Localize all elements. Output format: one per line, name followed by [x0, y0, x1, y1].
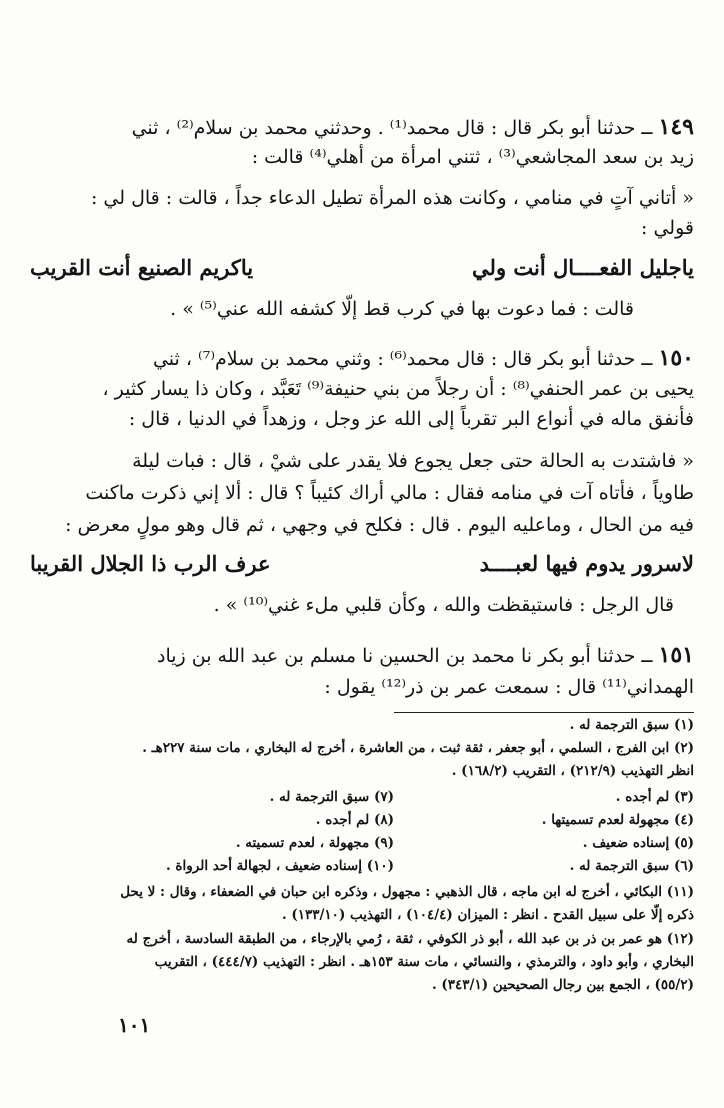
hadith-149-line-2: زيد بن سعد المجاشعي⁽³⁾ ، ثتني امرأة من أهلي⁽⁴⁾ قالت : — [251, 146, 694, 168]
hadith-150-line-6: فيه من الحال ، وماعليه اليوم . قال : فكلح في وجهي ، ثم قال وهو مولٍ معرض : — [65, 514, 694, 536]
footnote-11b: ذكره إلّا على سبيل القدح . انظر : الميزان (١٠٤/٤) ، التهذيب (١٣٣/١٠) . — [281, 907, 694, 923]
hadith-149-line-5: قالت : فما دعوت بها في كرب قط إلّا كشفه الله عني⁽⁵⁾ » . — [170, 298, 634, 320]
footnote-3: (٣) لم أجده . — [615, 789, 694, 805]
footnote-2b: انظر التهذيب (٢١٢/٩) ، التقريب (١٦٨/٢) . — [451, 763, 694, 779]
hadith-150-line-7: قال الرجل : فاستيقظت والله ، وكأن قلبي ملء غني⁽¹⁰⁾ » . — [213, 594, 674, 616]
hadith-149-line-3: « أتاني آتٍ في منامي ، وكانت هذه المرأة تطيل الدعاء جداً ، قالت : قال لي : — [90, 187, 694, 209]
hadith-149-text-1: ــ حدثنا أبو بكر قال : قال محمد⁽¹⁾ . وحدثني محمد بن سلام⁽²⁾ ، ثني — [131, 117, 653, 139]
footnote-10: (١٠) إسناده ضعيف ، لجهالة أحد الرواة . — [166, 858, 394, 874]
hadith-150-line-2: يحيى بن عمر الحنفي⁽⁸⁾ : أن رجلاً من بني حنيفة⁽⁹⁾ تَعَبَّد ، وكان ذا يسار كثير ، — [102, 378, 694, 400]
hadith-149-number: ١٤٩ — [658, 114, 694, 140]
hadith-150-line-5: طاوياً ، فأتاه آت في منامه فقال : مالي أراك كئيباً ؟ قال : ألا إني ذكرت ماكنت — [85, 482, 694, 504]
hadith-149-line-4: قولي : — [641, 217, 694, 239]
hadith-150-poem — [30, 549, 694, 579]
hadith-151-line-2: الهمداني⁽¹¹⁾ قال : سمعت عمر بن ذر⁽¹²⁾ يقول : — [324, 676, 694, 698]
footnote-6: (٦) سبق الترجمة له . — [569, 858, 694, 874]
hadith-150-text-1: ــ حدثنا أبو بكر قال : قال محمد⁽⁶⁾ : وثني محمد بن سلام⁽⁷⁾ ، ثني — [152, 348, 653, 370]
hadith-150-line-3: فأنفق ماله في أنواع البر تقرباً إلى الله عز وجل ، وزهداً في الدنيا ، قال : — [128, 408, 694, 430]
hadith-149-poem — [30, 253, 694, 283]
hadith-151-line-1 — [30, 640, 694, 671]
footnote-12b: البخاري ، وأبو داود ، والترمذي ، والنسائي ، مات سنة ١٥٣هـ . انظر : التهذيب (٤٤٤/٧) ، التقريب — [154, 954, 694, 970]
footnote-4: (٤) مجهولة لعدم تسميتها . — [541, 812, 694, 828]
footnote-1: (١) سبق الترجمة له . — [569, 717, 694, 733]
footnote-5: (٥) إسناده ضعيف . — [582, 835, 694, 851]
poem-hemistich-2: ياكريم الصنيع أنت القريب — [30, 255, 254, 280]
footnote-11a: (١١) البكائي ، أخرج له ابن ماجه ، قال الذهبي : مجهول ، وذكره ابن حبان في الضعفاء ، وقال : لا يحل — [120, 884, 694, 900]
footnote-8: (٨) لم أجده . — [315, 812, 394, 828]
footnote-divider — [394, 712, 694, 713]
hadith-150-line-4: « فاشتدت به الحالة حتى جعل يجوع فلا يقدر على شيْ ، قال : فبات ليلة — [132, 450, 694, 472]
poem-hemistich-1: ياجليل الفعــــال أنت ولي — [472, 255, 694, 280]
hadith-151-text-1: ــ حدثنا أبو بكر نا محمد بن الحسين نا مسلم بن عبد الله بن زياد — [156, 645, 653, 667]
footnote-9: (٩) مجهولة ، لعدم تسميته . — [235, 835, 394, 851]
hadith-150-line-1 — [30, 343, 694, 374]
hadith-149-line-1 — [30, 112, 694, 143]
hadith-151-number: ١٥١ — [658, 642, 694, 668]
footnote-12c: (٥٥/٢) ، الجمع بين رجال الصحيحين (٣٤٣/١) . — [431, 977, 694, 993]
footnote-12a: (١٢) هو عمر بن ذر بن عبد الله ، أبو ذر الكوفي ، ثقة ، رُمي بالإرجاء ، من الطبقة السادسة ، أخرج له — [126, 931, 694, 947]
footnote-2a: (٢) ابن الفرج ، السلمي ، أبو جعفر ، ثقة ثبت ، من العاشرة ، أخرج له البخاري ، مات سنة ٢٢٧هـ . — [142, 740, 694, 756]
poem-hemistich-2: عرف الرب ذا الجلال القريبا — [30, 551, 271, 576]
poem-hemistich-1: لاسرور يدوم فيها لعبــــد — [479, 551, 694, 576]
hadith-150-number: ١٥٠ — [658, 345, 694, 371]
footnote-7: (٧) سبق الترجمة له . — [269, 789, 394, 805]
page-number: ١٠١ — [118, 1013, 151, 1037]
